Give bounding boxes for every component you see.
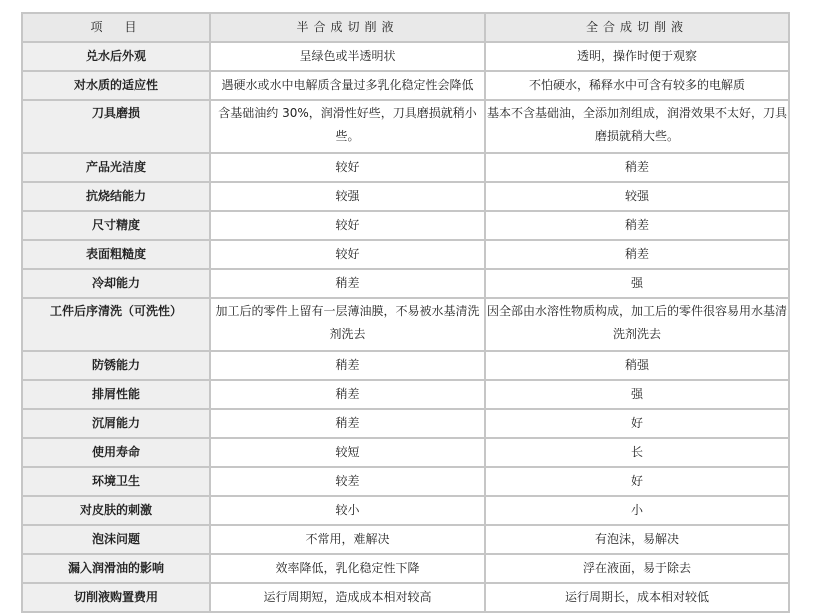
- semi-synthetic-cell: 加工后的零件上留有一层薄油膜，不易被水基清洗剂洗去: [210, 298, 485, 351]
- row-label: 防锈能力: [22, 351, 210, 380]
- semi-synthetic-cell: 较差: [210, 467, 485, 496]
- comparison-table: [21, 12, 790, 613]
- table-row: [22, 240, 789, 269]
- semi-synthetic-cell: 稍差: [210, 351, 485, 380]
- full-synthetic-cell: 小: [485, 496, 789, 525]
- semi-synthetic-cell: 效率降低，乳化稳定性下降: [210, 554, 485, 583]
- row-label: 环境卫生: [22, 467, 210, 496]
- header-item: 项 目: [22, 13, 210, 42]
- full-synthetic-cell: 稍强: [485, 351, 789, 380]
- full-synthetic-cell: 基本不含基础油，全添加剂组成，润滑效果不太好，刀具磨损就稍大些。: [485, 100, 789, 153]
- header-full-synthetic: 全合成切削液: [485, 13, 789, 42]
- semi-synthetic-cell: 较小: [210, 496, 485, 525]
- table-row: [22, 380, 789, 409]
- table-row: [22, 71, 789, 100]
- full-synthetic-cell: 有泡沫，易解决: [485, 525, 789, 554]
- full-synthetic-cell: 浮在液面，易于除去: [485, 554, 789, 583]
- semi-synthetic-cell: 稍差: [210, 380, 485, 409]
- semi-synthetic-cell: 较短: [210, 438, 485, 467]
- table-row: [22, 438, 789, 467]
- full-synthetic-cell: 因全部由水溶性物质构成，加工后的零件很容易用水基清洗剂洗去: [485, 298, 789, 351]
- header-row: [22, 13, 789, 42]
- row-label: 冷却能力: [22, 269, 210, 298]
- row-label: 兑水后外观: [22, 42, 210, 71]
- full-synthetic-cell: 稍差: [485, 211, 789, 240]
- semi-synthetic-cell: 不常用，难解决: [210, 525, 485, 554]
- semi-synthetic-cell: 运行周期短，造成成本相对较高: [210, 583, 485, 612]
- row-label: 表面粗糙度: [22, 240, 210, 269]
- table-row: [22, 525, 789, 554]
- table-row: [22, 298, 789, 351]
- semi-synthetic-cell: 稍差: [210, 269, 485, 298]
- full-synthetic-cell: 稍差: [485, 240, 789, 269]
- table-row: [22, 269, 789, 298]
- row-label: 切削液购置费用: [22, 583, 210, 612]
- row-label: 对水质的适应性: [22, 71, 210, 100]
- row-label: 抗烧结能力: [22, 182, 210, 211]
- row-label: 沉屑能力: [22, 409, 210, 438]
- full-synthetic-cell: 强: [485, 380, 789, 409]
- semi-synthetic-cell: 较好: [210, 153, 485, 182]
- row-label: 漏入润滑油的影响: [22, 554, 210, 583]
- table-row: [22, 554, 789, 583]
- semi-synthetic-cell: 呈绿色或半透明状: [210, 42, 485, 71]
- row-label: 工件后序清洗（可洗性）: [22, 298, 210, 351]
- row-label: 对皮肤的刺激: [22, 496, 210, 525]
- row-label: 泡沫问题: [22, 525, 210, 554]
- semi-synthetic-cell: 较强: [210, 182, 485, 211]
- table-row: [22, 211, 789, 240]
- table-row: [22, 351, 789, 380]
- semi-synthetic-cell: 较好: [210, 211, 485, 240]
- table-row: [22, 153, 789, 182]
- row-label: 刀具磨损: [22, 100, 210, 153]
- table-row: [22, 496, 789, 525]
- full-synthetic-cell: 较强: [485, 182, 789, 211]
- row-label: 使用寿命: [22, 438, 210, 467]
- semi-synthetic-cell: 遇硬水或水中电解质含量过多乳化稳定性会降低: [210, 71, 485, 100]
- table-row: [22, 583, 789, 612]
- row-label: 排屑性能: [22, 380, 210, 409]
- table-row: [22, 182, 789, 211]
- row-label: 产品光洁度: [22, 153, 210, 182]
- full-synthetic-cell: 不怕硬水，稀释水中可含有较多的电解质: [485, 71, 789, 100]
- full-synthetic-cell: 好: [485, 467, 789, 496]
- table-row: [22, 467, 789, 496]
- semi-synthetic-cell: 较好: [210, 240, 485, 269]
- row-label: 尺寸精度: [22, 211, 210, 240]
- full-synthetic-cell: 运行周期长，成本相对较低: [485, 583, 789, 612]
- full-synthetic-cell: 透明，操作时便于观察: [485, 42, 789, 71]
- full-synthetic-cell: 强: [485, 269, 789, 298]
- full-synthetic-cell: 好: [485, 409, 789, 438]
- full-synthetic-cell: 稍差: [485, 153, 789, 182]
- table-row: [22, 100, 789, 153]
- header-semi-synthetic: 半合成切削液: [210, 13, 485, 42]
- semi-synthetic-cell: 含基础油约 30%，润滑性好些，刀具磨损就稍小些。: [210, 100, 485, 153]
- table-row: [22, 42, 789, 71]
- semi-synthetic-cell: 稍差: [210, 409, 485, 438]
- full-synthetic-cell: 长: [485, 438, 789, 467]
- table-row: [22, 409, 789, 438]
